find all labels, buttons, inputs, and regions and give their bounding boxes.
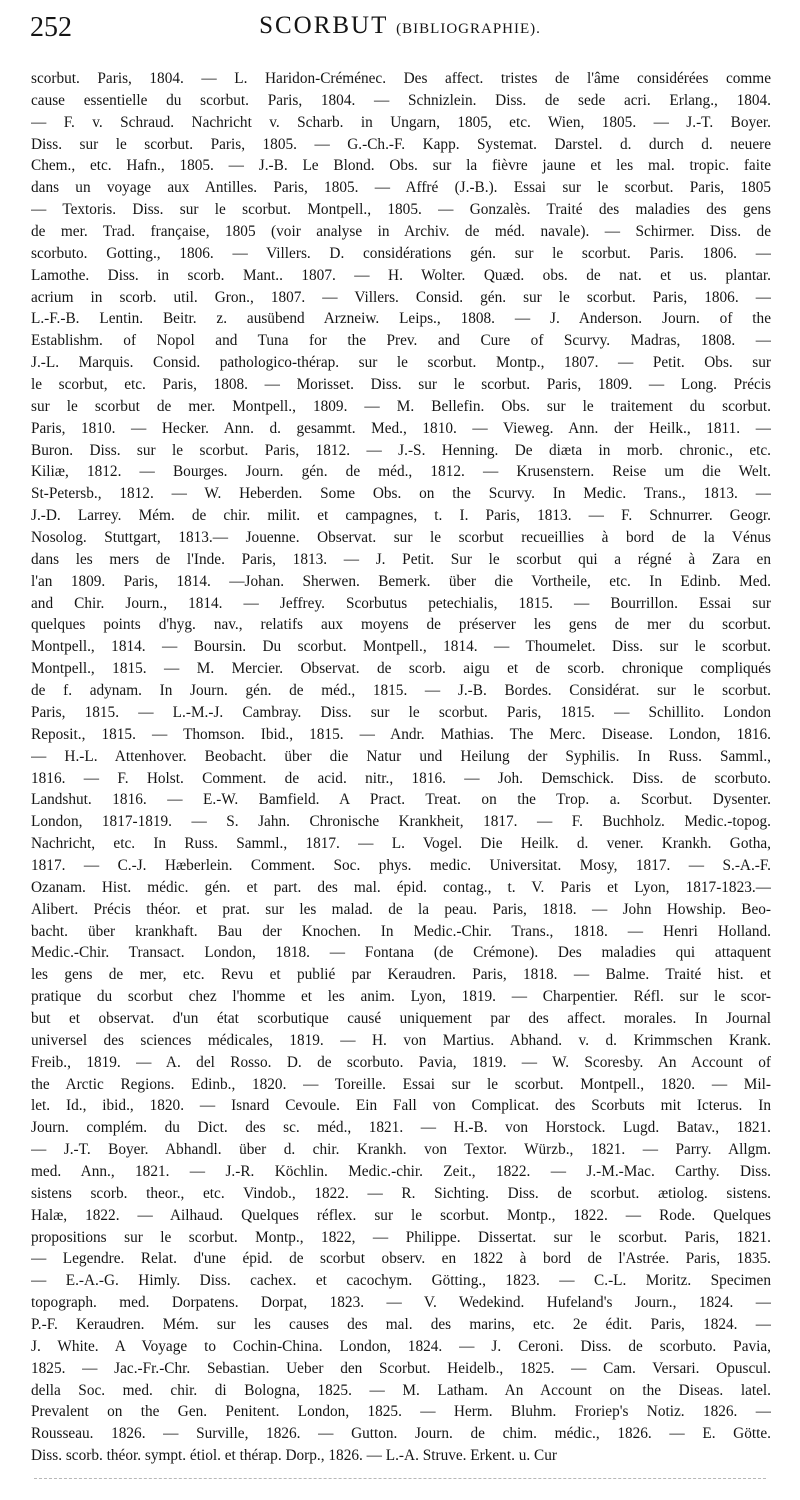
text-line: universel des sciences médicales, 1819. — H. von Martius. Abhand. v. d. Krimmschen Krank. xyxy=(31,1031,771,1049)
text-line: and Chir. Journ., 1814. — Jeffrey. Scorbutus petechialis, 1815. — Bourrillon. Essai sur xyxy=(31,594,771,612)
text-line: sur le scorbut de mer. Montpell., 1809. — M. Bellefin. Obs. sur le traitement du scorbut. xyxy=(31,397,771,415)
text-line: topograph. med. Dorpatens. Dorpat, 1823. — V. Wedekind. Hufeland's Journ., 1824. — xyxy=(31,1294,771,1312)
text-line: Medic.-Chir. Transact. London, 1818. — Fontana (de Crémone). Des maladies qui attaquent xyxy=(31,944,771,962)
text-line: dans les mers de l'Inde. Paris, 1813. — J. Petit. Sur le scorbut qui a régné à Zara en xyxy=(31,550,771,568)
page-number: 252 xyxy=(30,12,72,43)
text-line: acrium in scorb. util. Gron., 1807. — Villers. Consid. gén. sur le scorbut. Paris, 1806. — xyxy=(31,288,771,306)
text-line: — Textoris. Diss. sur le scorbut. Montpell., 1805. — Gonzalès. Traité des maladies des gens xyxy=(31,201,771,219)
text-line: Ozanam. Hist. médic. gén. et part. des mal. épid. contag., t. V. Paris et Lyon, 1817-1823.— xyxy=(31,878,771,896)
running-head xyxy=(30,12,770,40)
text-line: quelques points d'hyg. nav., relatifs aux moyens de préserver les gens de mer du scorbut. xyxy=(31,616,771,634)
text-line: dans un voyage aux Antilles. Paris, 1805. — Affré (J.-B.). Essai sur le scorbut. Paris, 1805 xyxy=(31,179,771,197)
text-line: sistens scorb. theor., etc. Vindob., 1822. — R. Sichting. Diss. de scorbut. ætiolog. sistens. xyxy=(31,1184,771,1202)
text-line: Nosolog. Stuttgart, 1813.— Jouenne. Observat. sur le scorbut recueillies à bord de la Vénus xyxy=(31,529,771,547)
text-line: Montpell., 1814. — Boursin. Du scorbut. Montpell., 1814. — Thoumelet. Diss. sur le scorbut. xyxy=(31,638,771,656)
text-line: Journ. complém. du Dict. des sc. méd., 1821. — H.-B. von Horstock. Lugd. Batav., 1821. xyxy=(31,1119,771,1137)
text-line: propositions sur le scorbut. Montp., 1822, — Philippe. Dissertat. sur le scorbut. Paris, 1821. xyxy=(31,1228,771,1246)
text-line: Nachricht, etc. In Russ. Samml., 1817. — L. Vogel. Die Heilk. d. vener. Krankh. Gotha, xyxy=(31,835,771,853)
text-line: de mer. Trad. française, 1805 (voir analyse in Archiv. de méd. navale). — Schirmer. Diss. de xyxy=(31,223,771,241)
text-line: St-Petersb., 1812. — W. Heberden. Some Obs. on the Scurvy. In Medic. Trans., 1813. — xyxy=(31,485,771,503)
text-line: 1817. — C.-J. Hæberlein. Comment. Soc. phys. medic. Universitat. Mosy, 1817. — S.-A.-F. xyxy=(31,856,771,874)
text-line: Montpell., 1815. — M. Mercier. Observat. de scorb. aigu et de scorb. chronique compliqués xyxy=(31,660,771,678)
page-header xyxy=(30,12,770,52)
text-line: Paris, 1815. — L.-M.-J. Cambray. Diss. sur le scorbut. Paris, 1815. — Schillito. London xyxy=(31,703,771,721)
running-head-subtitle: (BIBLIOGRAPHIE). xyxy=(396,21,541,37)
text-line: let. Id., ibid., 1820. — Isnard Cevoule. Ein Fall von Complicat. des Scorbuts mit Icterus. In xyxy=(31,1097,771,1115)
text-line: the Arctic Regions. Edinb., 1820. — Toreille. Essai sur le scorbut. Montpell., 1820. — Mil- xyxy=(31,1075,771,1093)
text-line: Reposit., 1815. — Thomson. Ibid., 1815. — Andr. Mathias. The Merc. Disease. London, 1816. xyxy=(31,725,771,743)
text-line: Landshut. 1816. — E.-W. Bamfield. A Pract. Treat. on the Trop. a. Scorbut. Dysenter. xyxy=(31,791,771,809)
text-line: Diss. sur le scorbut. Paris, 1805. — G.-Ch.-F. Kapp. Systemat. Darstel. d. durch d. neuere xyxy=(31,135,771,153)
text-line: pratique du scorbut chez l'homme et les anim. Lyon, 1819. — Charpentier. Réfl. sur le scor- xyxy=(31,988,771,1006)
text-line: Lamothe. Diss. in scorb. Mant.. 1807. — H. Wolter. Quæd. obs. de nat. et us. plantar. xyxy=(31,266,771,284)
running-head-title: SCORBUT xyxy=(259,12,388,39)
text-line: de f. adynam. In Journ. gén. de méd., 1815. — J.-B. Bordes. Considérat. sur le scorbut. xyxy=(31,682,771,700)
text-line: — E.-A.-G. Himly. Diss. cachex. et cacochym. Götting., 1823. — C.-L. Moritz. Specimen xyxy=(31,1272,771,1290)
text-line: 1825. — Jac.-Fr.-Chr. Sebastian. Ueber den Scorbut. Heidelb., 1825. — Cam. Versari. Opuscul. xyxy=(31,1359,771,1377)
footer-dashed-rule xyxy=(34,1478,766,1479)
text-line: della Soc. med. chir. di Bologna, 1825. — M. Latham. An Account on the Diseas. latel. xyxy=(31,1381,771,1399)
text-line: Prevalent on the Gen. Penitent. London, 1825. — Herm. Bluhm. Froriep's Notiz. 1826. — xyxy=(31,1403,771,1421)
text-line: le scorbut, etc. Paris, 1808. — Morisset. Diss. sur le scorbut. Paris, 1809. — Long. Précis xyxy=(31,376,771,394)
text-line: but et observat. d'un état scorbutique causé uniquement par des affect. morales. In Journal xyxy=(31,1009,771,1027)
text-line: — F. v. Schraud. Nachricht v. Scharb. in Ungarn, 1805, etc. Wien, 1805. — J.-T. Boyer. xyxy=(31,113,771,131)
text-line: P.-F. Keraudren. Mém. sur les causes des mal. des marins, etc. 2e édit. Paris, 1824. — xyxy=(31,1315,771,1333)
text-line: med. Ann., 1821. — J.-R. Köchlin. Medic.-chir. Zeit., 1822. — J.-M.-Mac. Carthy. Diss. xyxy=(31,1162,771,1180)
text-line: Buron. Diss. sur le scorbut. Paris, 1812. — J.-S. Henning. De diæta in morb. chronic., etc. xyxy=(31,441,771,459)
text-line: L.-F.-B. Lentin. Beitr. z. ausübend Arzneiw. Leips., 1808. — J. Anderson. Journ. of the xyxy=(31,310,771,328)
text-line: Freib., 1819. — A. del Rosso. D. de scorbuto. Pavia, 1819. — W. Scoresby. An Account of xyxy=(31,1053,771,1071)
text-line: Chem., etc. Hafn., 1805. — J.-B. Le Blond. Obs. sur la fièvre jaune et les mal. tropic. faite xyxy=(31,157,771,175)
text-line: Halæ, 1822. — Ailhaud. Quelques réflex. sur le scorbut. Montp., 1822. — Rode. Quelques xyxy=(31,1206,771,1224)
text-line: l'an 1809. Paris, 1814. —Johan. Sherwen. Bemerk. über die Vortheile, etc. In Edinb. Med. xyxy=(31,572,771,590)
text-line: London, 1817-1819. — S. Jahn. Chronische Krankheit, 1817. — F. Buchholz. Medic.-topog. xyxy=(31,813,771,831)
text-line: les gens de mer, etc. Revu et publié par Keraudren. Paris, 1818. — Balme. Traité hist. et xyxy=(31,966,771,984)
text-line: Alibert. Précis théor. et prat. sur les malad. de la peau. Paris, 1818. — John Howship. Beo- xyxy=(31,900,771,918)
text-line: 1816. — F. Holst. Comment. de acid. nitr., 1816. — Joh. Demschick. Diss. de scorbuto. xyxy=(31,769,771,787)
text-line: Kiliæ, 1812. — Bourges. Journ. gén. de méd., 1812. — Krusenstern. Reise um die Welt. xyxy=(31,463,771,481)
text-line: bacht. über krankhaft. Bau der Knochen. In Medic.-Chir. Trans., 1818. — Henri Holland. xyxy=(31,922,771,940)
text-line: J.-D. Larrey. Mém. de chir. milit. et campagnes, t. I. Paris, 1813. — F. Schnurrer. Geogr. xyxy=(31,507,771,525)
text-line: Establishm. of Nopol and Tuna for the Prev. and Cure of Scurvy. Madras, 1808. — xyxy=(31,332,771,350)
text-line: scorbut. Paris, 1804. — L. Haridon-Créménec. Des affect. tristes de l'âme considérées comme xyxy=(31,70,771,87)
bibliography-text xyxy=(31,68,771,1467)
text-line: — H.-L. Attenhover. Beobacht. über die Natur und Heilung der Syphilis. In Russ. Samml., xyxy=(31,747,771,765)
text-line: scorbuto. Gotting., 1806. — Villers. D. considérations gén. sur le scorbut. Paris. 1806. — xyxy=(31,244,771,262)
text-line: Rousseau. 1826. — Surville, 1826. — Gutton. Journ. de chim. médic., 1826. — E. Götte. xyxy=(31,1425,771,1443)
text-line: — Legendre. Relat. d'une épid. de scorbut observ. en 1822 à bord de l'Astrée. Paris, 1835. xyxy=(31,1250,771,1268)
text-line: — J.-T. Boyer. Abhandl. über d. chir. Krankh. von Textor. Würzb., 1821. — Parry. Allgm. xyxy=(31,1141,771,1159)
text-line: Paris, 1810. — Hecker. Ann. d. gesammt. Med., 1810. — Vieweg. Ann. der Heilk., 1811. — xyxy=(31,419,771,437)
text-line: cause essentielle du scorbut. Paris, 1804. — Schnizlein. Diss. de sede acri. Erlang., 1804. xyxy=(31,91,771,109)
text-line: J. White. A Voyage to Cochin-China. London, 1824. — J. Ceroni. Diss. de scorbuto. Pavia, xyxy=(31,1337,771,1355)
text-line: Diss. scorb. théor. sympt. étiol. et thérap. Dorp., 1826. — L.-A. Struve. Erkent. u. Cur xyxy=(31,1447,557,1465)
text-line: J.-L. Marquis. Consid. pathologico-thérap. sur le scorbut. Montp., 1807. — Petit. Obs. sur xyxy=(31,354,771,372)
